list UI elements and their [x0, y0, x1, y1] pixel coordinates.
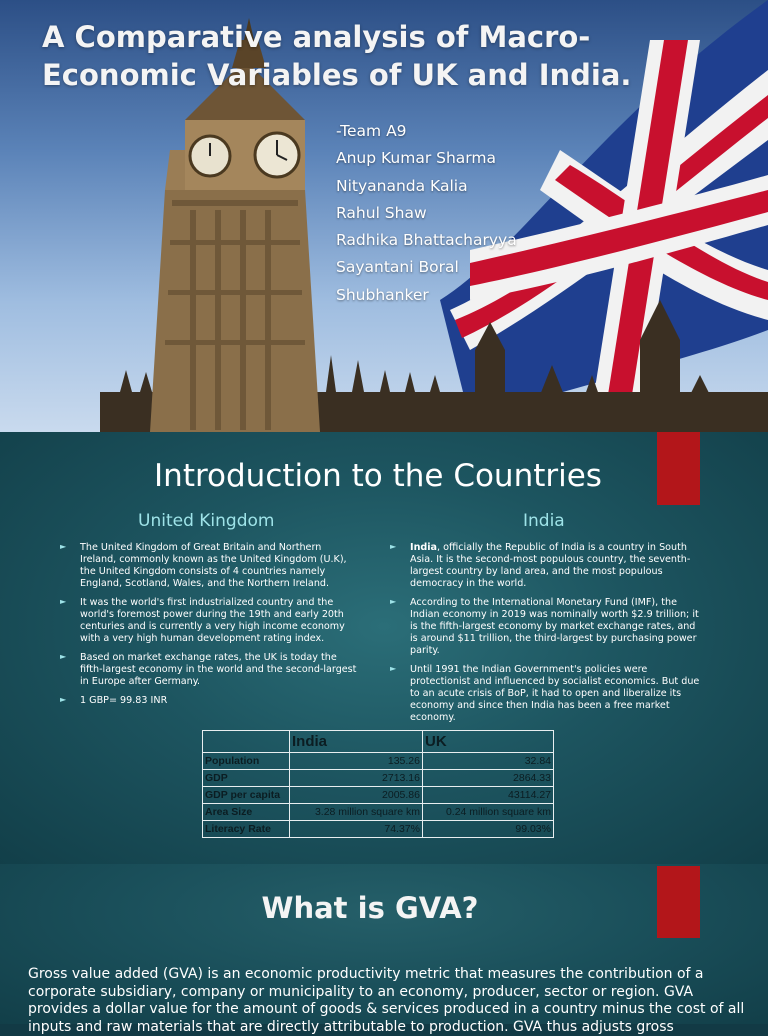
- list-item: ► Based on market exchange rates, the UK is today the fifth-largest economy in the world and the second-largest in Europe after Germany.: [60, 652, 357, 687]
- table-cell: GDP per capita: [203, 787, 290, 804]
- list-item: ► The United Kingdom of Great Britain and Northern Ireland, commonly known as the United Kingdom (U.K), the United Kingdom consists of 4 countries namely England, Scotland, Wales, and the Northern Ireland.: [60, 542, 347, 589]
- bullet-arrow-icon: ►: [60, 652, 67, 661]
- table-cell: 3.28 million square km: [290, 804, 423, 821]
- table-cell: Area Size: [203, 804, 290, 821]
- team-member: Shubhanker: [336, 285, 429, 304]
- bullet-arrow-icon: ►: [60, 695, 67, 704]
- team-name: -Team A9: [336, 122, 407, 140]
- table-cell: Literacy Rate: [203, 821, 290, 838]
- table-cell: 0.24 million square km: [423, 804, 554, 821]
- team-member: Radhika Bhattacharyya: [336, 231, 517, 250]
- uk-bullet-list: [60, 542, 360, 714]
- bullet-arrow-icon: ►: [390, 597, 397, 606]
- table-cell: 43114.27: [423, 787, 554, 804]
- table-row: [203, 804, 554, 821]
- slide-heading: Introduction to the Countries: [154, 458, 602, 494]
- list-item: ► According to the International Monetary Fund (IMF), the Indian economy in 2019 was nominally worth $2.9 trillion; it is the fifth-largest economy by market exchange rates, and is around $11 trillion, the third-largest by purchasing power parity.: [390, 597, 699, 656]
- list-item: ► 1 GBP= 99.83 INR: [60, 695, 168, 706]
- title-slide: [0, 0, 768, 432]
- table-header: [203, 731, 290, 753]
- team-member-list: [336, 118, 517, 309]
- table-cell: 74.37%: [290, 821, 423, 838]
- presentation-title: A Comparative analysis of Macro-Economic Variables of UK and India.: [42, 20, 632, 92]
- gva-slide: [0, 864, 768, 1035]
- table-cell: GDP: [203, 770, 290, 787]
- list-item: ► It was the world's first industrialized country and the world's foremost power during the 19th and early 20th centuries and is currently a very high income economy with a very high human development rating index.: [60, 597, 345, 644]
- gva-definition-text: Gross value added (GVA) is an economic productivity metric that measures the contribution of a corporate subsidiary, company or municipality to an economy, producer, sector or region. GVA provides a dollar value for the amount of goods & services produced in a country minus the cost of all inputs and raw materials that are directly attributable to production. GVA thus adjusts gross: [28, 966, 745, 1035]
- list-item: ► India, officially the Republic of India is a country in South Asia. It is the second-most populous country, the seventh-largest country by land area, and the most populous democracy in the world.: [390, 542, 691, 589]
- table-cell: 135.26: [290, 753, 423, 770]
- table-header: UK: [423, 731, 554, 753]
- table-cell: 2713.16: [290, 770, 423, 787]
- list-item: ► Until 1991 the Indian Government's policies were protectionist and influenced by socialist economics. But due to an acute crisis of BoP, it had to open and liberalize its economy and since then India has been a free market economy.: [390, 664, 700, 723]
- team-member: Anup Kumar Sharma: [336, 149, 496, 168]
- introduction-slide: [0, 432, 768, 864]
- bullet-arrow-icon: ►: [390, 542, 397, 551]
- bullet-arrow-icon: ►: [60, 542, 67, 551]
- india-bullet-list: [390, 542, 700, 731]
- table-cell: Population: [203, 753, 290, 770]
- team-member: Sayantani Boral: [336, 258, 459, 277]
- comparison-table: [202, 730, 554, 838]
- india-column-title: India: [523, 511, 565, 531]
- table-cell: 2864.33: [423, 770, 554, 787]
- table-cell: 32.84: [423, 753, 554, 770]
- bullet-arrow-icon: ►: [390, 664, 397, 673]
- table-header: India: [290, 731, 423, 753]
- bullet-arrow-icon: ►: [60, 597, 67, 606]
- team-member: Nityananda Kalia: [336, 176, 468, 195]
- uk-column-title: United Kingdom: [138, 511, 275, 531]
- table-cell: 2005.86: [290, 787, 423, 804]
- team-member: Rahul Shaw: [336, 203, 427, 222]
- slide-heading: What is GVA?: [261, 891, 479, 925]
- table-row: [203, 821, 554, 838]
- table-row: [203, 753, 554, 770]
- table-header-row: [203, 731, 554, 753]
- table-cell: 99.03%: [423, 821, 554, 838]
- table-row: [203, 787, 554, 804]
- table-row: [203, 770, 554, 787]
